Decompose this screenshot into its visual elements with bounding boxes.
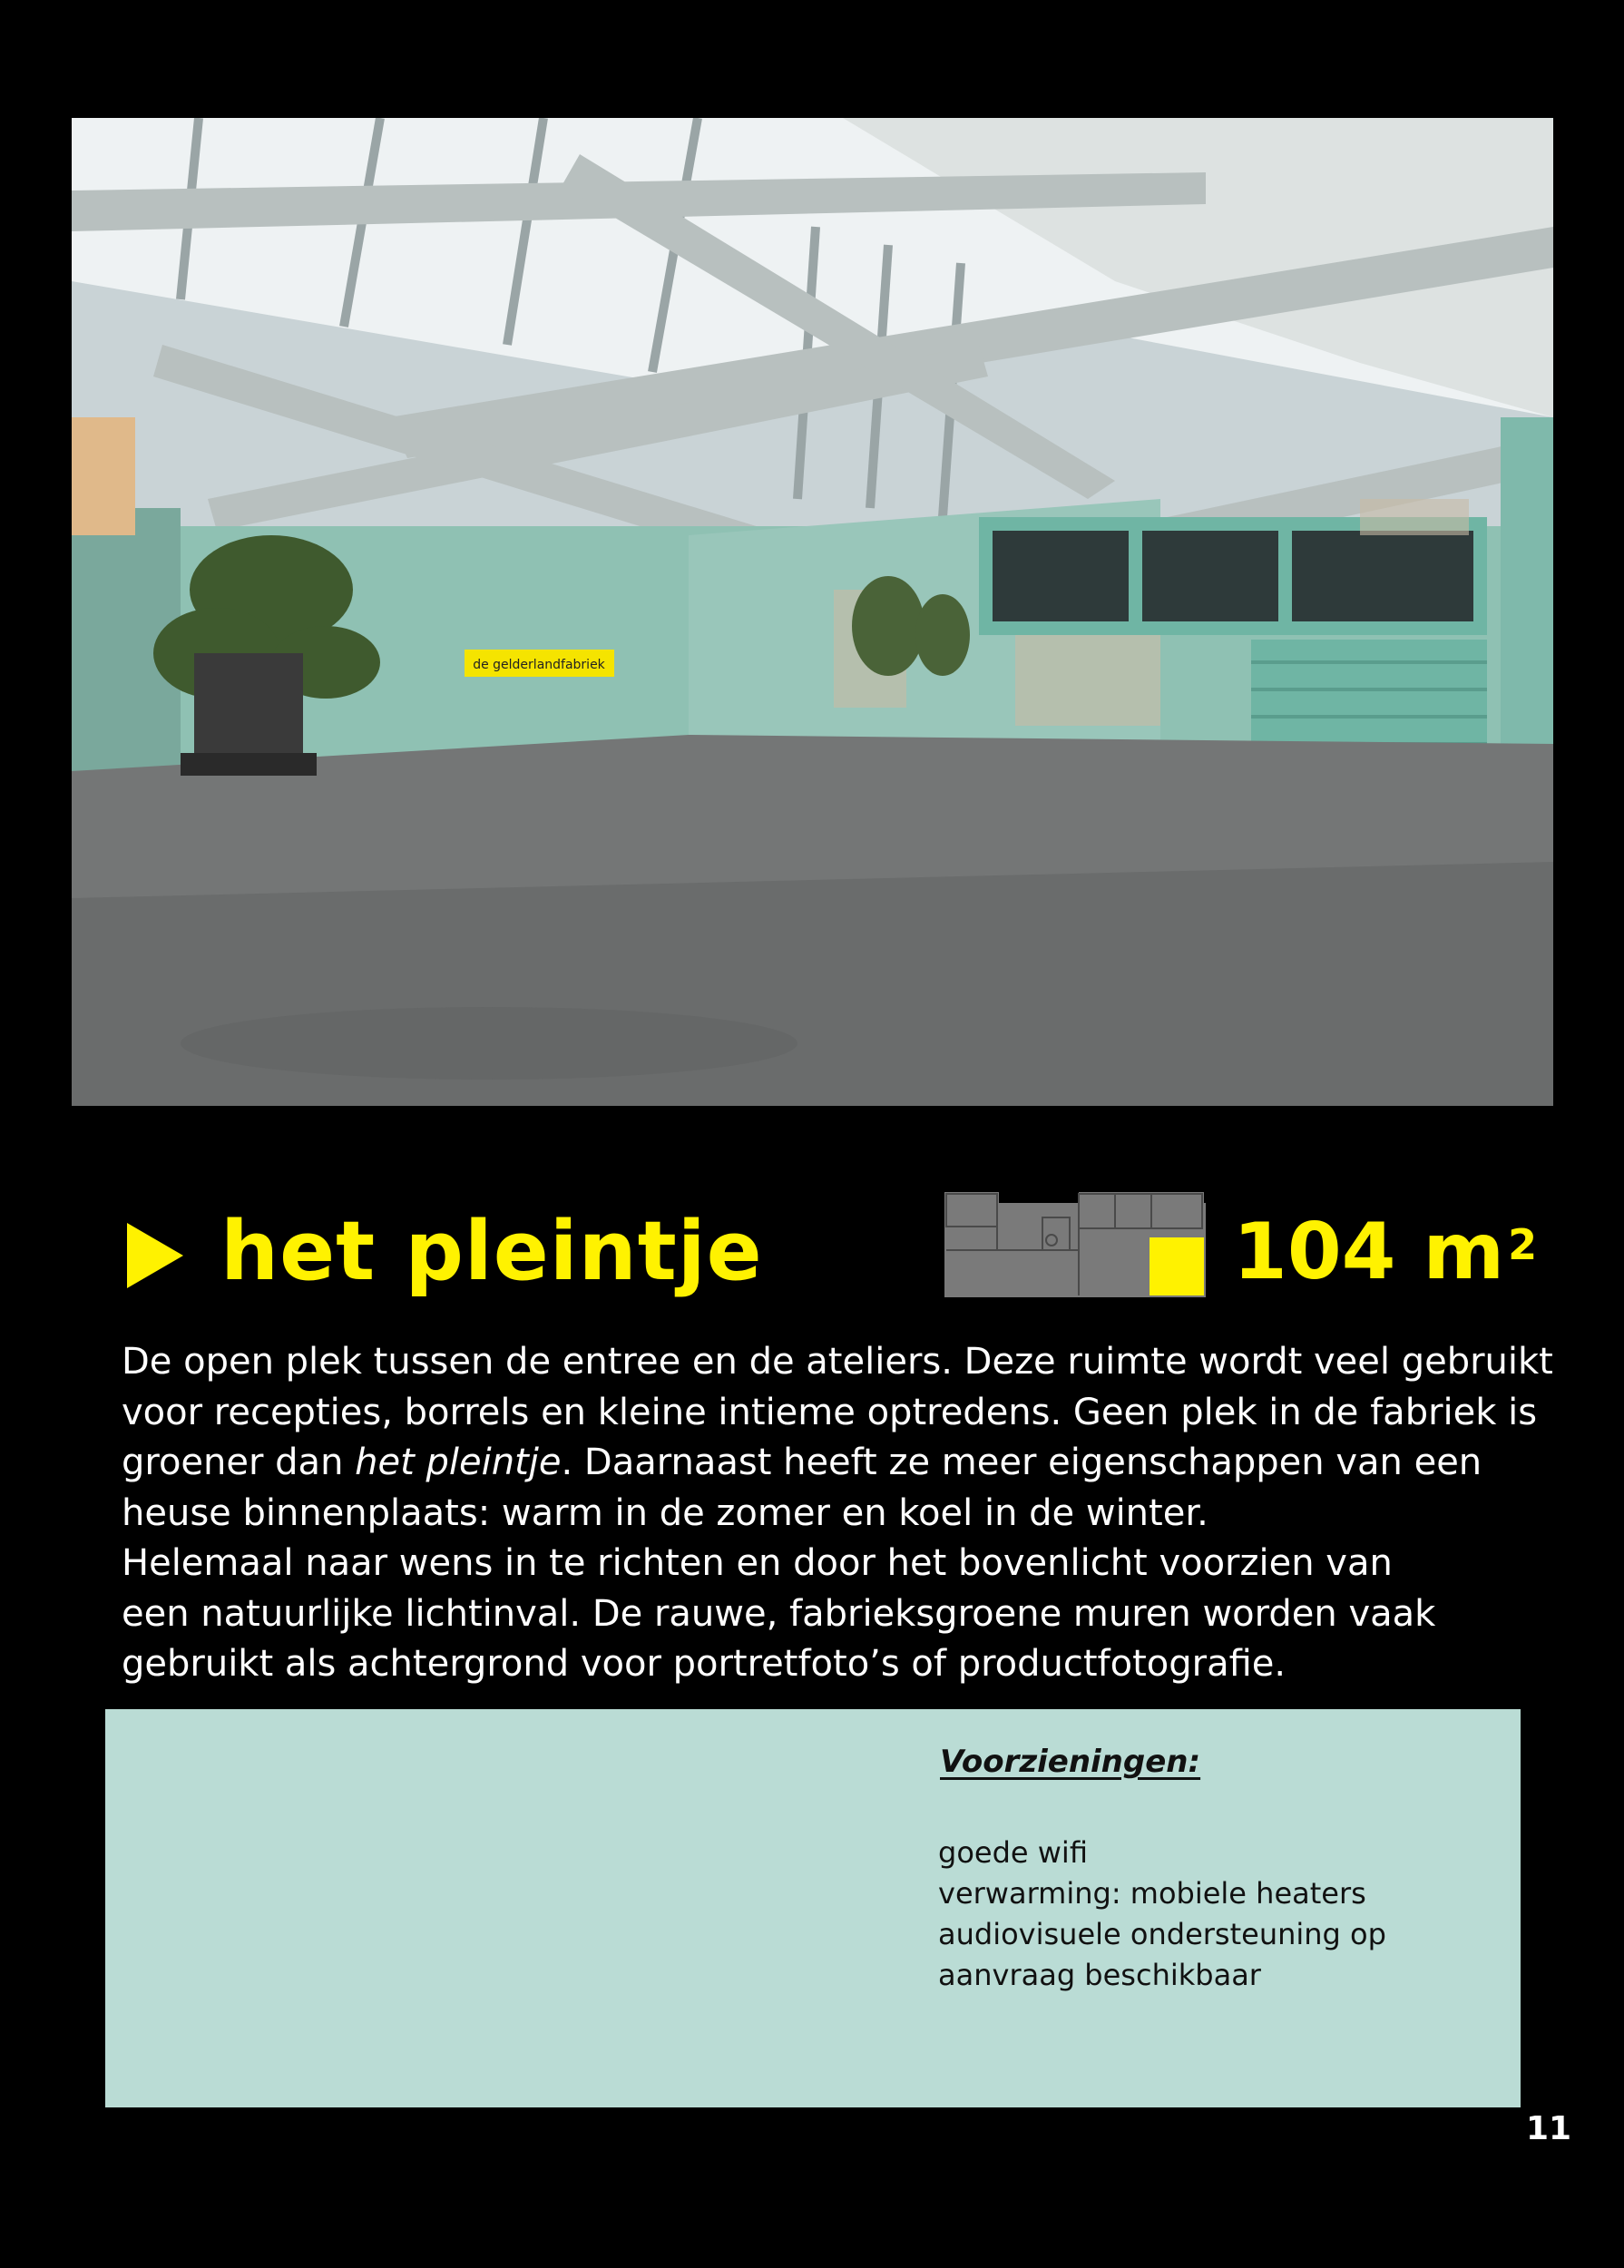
facility-item: aanvraag beschikbaar	[938, 1958, 1261, 1992]
description-line: De open plek tussen de entree en de ateliers. Deze ruimte wordt veel gebruikt	[122, 1341, 1553, 1383]
title-row	[127, 1188, 1542, 1315]
room-description	[122, 1337, 1553, 1690]
description-text: groener dan	[122, 1442, 356, 1483]
area-value: 104 m	[1233, 1207, 1505, 1297]
description-line: een natuurlijke lichtinval. De rauwe, fabrieksgroene muren worden vaak	[122, 1592, 1436, 1635]
facility-item: goede wifi	[938, 1835, 1088, 1870]
floorplan-highlight	[1150, 1237, 1204, 1295]
area-unit-superscript: 2	[1508, 1220, 1538, 1269]
room-area	[1233, 1188, 1537, 1315]
description-line: heuse binnenplaats: warm in de zomer en koel in de winter.	[122, 1491, 1208, 1534]
hall-photo-illustration	[72, 118, 1553, 1106]
description-line: voor recepties, borrels en kleine intieme optredens. Geen plek in de fabriek is	[122, 1391, 1538, 1433]
description-line: gebruikt als achtergrond voor portretfoto’s of productfotografie.	[122, 1643, 1286, 1685]
facility-item: audiovisuele ondersteuning op	[938, 1917, 1386, 1951]
facilities-box	[105, 1709, 1521, 2107]
description-text: . Daarnaast heeft ze meer eigenschappen van een	[561, 1442, 1482, 1483]
play-arrow-icon	[127, 1223, 183, 1288]
facilities-list	[938, 1833, 1386, 1996]
factory-sign-text: de gelderlandfabriek	[473, 658, 605, 672]
facilities-title: Voorzieningen:	[940, 1744, 1201, 1780]
description-line	[122, 1438, 1537, 1489]
room-title: het pleintje	[220, 1204, 763, 1299]
page-number: 11	[1526, 2110, 1572, 2147]
description-line: Helemaal naar wens in te richten en door het bovenlicht voorzien van	[122, 1542, 1393, 1584]
floorplan-icon	[943, 1190, 1206, 1297]
facility-item: verwarming: mobiele heaters	[938, 1876, 1366, 1911]
hall-photo	[72, 118, 1553, 1106]
description-emphasis: het pleintje	[355, 1442, 562, 1483]
